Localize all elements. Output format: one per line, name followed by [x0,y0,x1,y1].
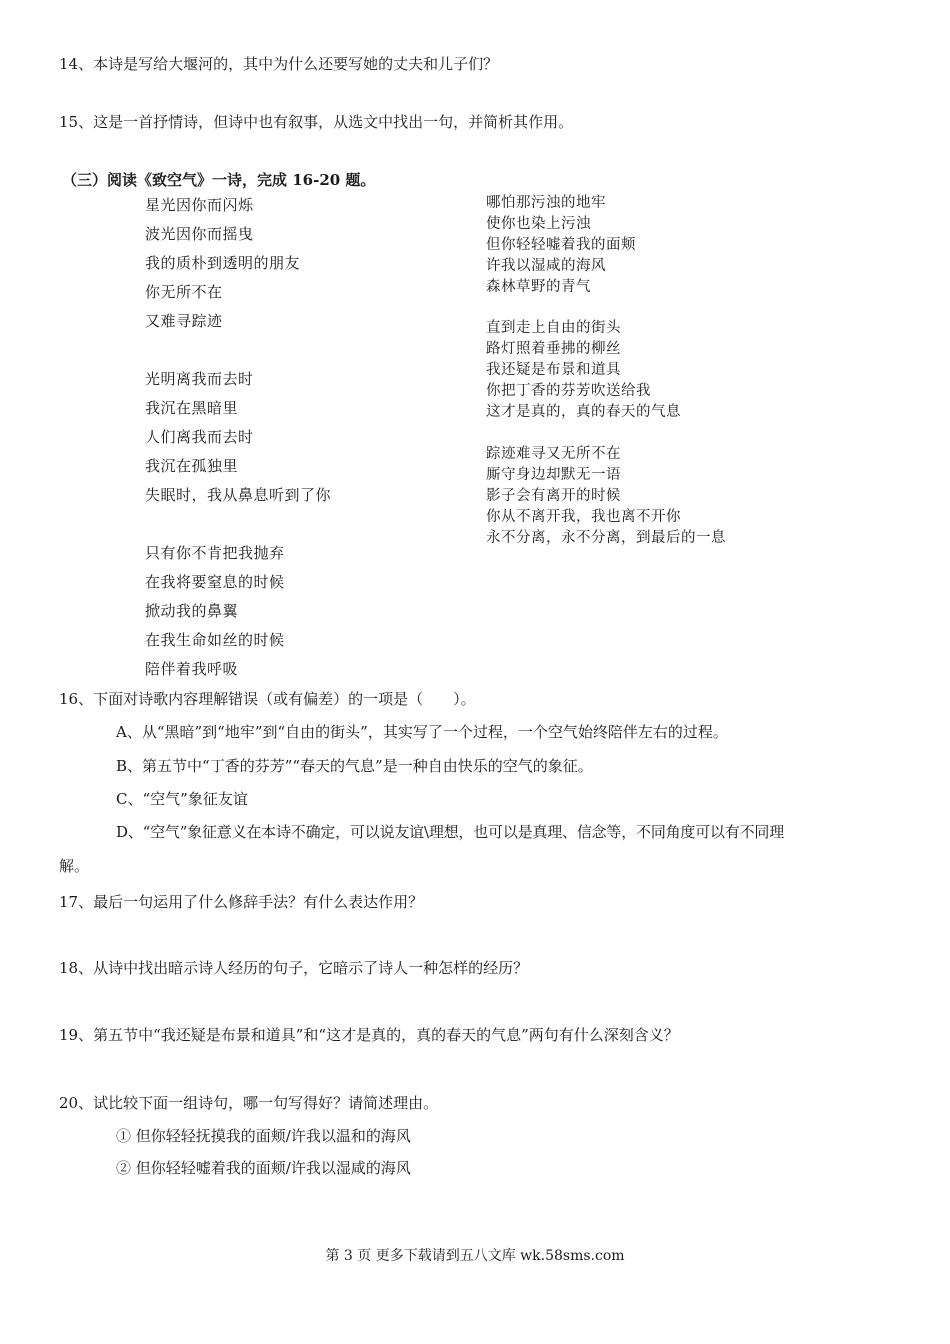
poem-left-line: 我沉在黑暗里 [145,399,239,417]
poem-left-line: 波光因你而摇曳 [145,225,254,243]
poem-right-line: 这才是真的，真的春天的气息 [486,404,681,420]
poem-right-line: 哪怕那污浊的地牢 [486,195,606,211]
question-18: 18、从诗中找出暗示诗人经历的句子，它暗示了诗人一种怎样的经历？ [59,959,529,977]
question-20-option-1: ① 但你轻轻抚摸我的面颊/许我以温和的海风 [116,1127,411,1145]
question-20-stem: 20、试比较下面一组诗句，哪一句写得好？请简述理由。 [59,1094,439,1112]
poem-right-line: 永不分离，永不分离，到最后的一息 [486,530,726,546]
poem-left-line: 光明离我而去时 [145,370,254,388]
poem-left-line: 在我将要窒息的时候 [145,573,285,591]
poem-left-line: 掀动我的鼻翼 [145,602,239,620]
question-16-option-b: B、第五节中“丁香的芬芳”“春天的气息”是一种自由快乐的空气的象征。 [116,757,593,775]
page-footer: 第 3 页 更多下载请到五八文库 wk.58sms.com [325,1248,625,1264]
poem-left-line: 在我生命如丝的时候 [145,631,285,649]
question-19: 19、第五节中“我还疑是布景和道具”和“这才是真的，真的春天的气息”两句有什么深刻含义？ [59,1026,679,1044]
poem-left-line: 只有你不肯把我抛弃 [145,544,285,562]
poem-right-line: 厮守身边却默无一语 [486,467,621,483]
poem-right-line: 直到走上自由的街头 [486,320,621,336]
question-20-option-2: ② 但你轻轻嘘着我的面颊/许我以湿咸的海风 [116,1159,411,1177]
question-14: 14、本诗是写给大堰河的，其中为什么还要写她的丈夫和儿子们？ [59,55,499,73]
poem-right-line: 但你轻轻嘘着我的面颊 [486,237,636,253]
poem-right-line: 踪迹难寻又无所不在 [486,446,621,462]
poem-left-line: 我沉在孤独里 [145,457,239,475]
poem-right-line: 你把丁香的芬芳吹送给我 [486,383,651,399]
poem-right-line: 你从不离开我，我也离不开你 [486,509,681,525]
poem-left-line: 陪伴着我呼吸 [145,660,239,678]
question-17: 17、最后一句运用了什么修辞手法？有什么表达作用？ [59,893,424,911]
poem-left-line: 又难寻踪迹 [145,312,223,330]
poem-right-line: 影子会有离开的时候 [486,488,621,504]
question-16-option-d-cont: 解。 [59,857,90,875]
poem-right-line: 路灯照着垂拂的柳丝 [486,341,621,357]
question-15: 15、这是一首抒情诗，但诗中也有叙事，从选文中找出一句，并简析其作用。 [59,113,574,131]
poem-right-line: 我还疑是布景和道具 [486,362,621,378]
question-16-option-c: C、“空气”象征友谊 [116,790,248,808]
poem-left-line: 我的质朴到透明的朋友 [145,254,301,272]
poem-right-line: 许我以湿咸的海风 [486,258,606,274]
question-16-stem: 16、下面对诗歌内容理解错误（或有偏差）的一项是（ ）。 [59,690,476,708]
poem-left-line: 星光因你而闪烁 [145,196,254,214]
poem-left-line: 失眠时，我从鼻息听到了你 [145,486,332,504]
question-16-option-a: A、从“黑暗”到“地牢”到“自由的街头”，其实写了一个过程，一个空气始终陪伴左右的过程。 [116,723,728,741]
poem-left-line: 人们离我而去时 [145,428,254,446]
poem-left-line: 你无所不在 [145,283,223,301]
question-16-option-d: D、“空气”象征意义在本诗不确定，可以说友谊\理想，也可以是真理、信念等，不同角度可以有不同理 [116,823,785,841]
section-title: （三）阅读《致空气》一诗，完成 16-20 题。 [62,171,376,189]
poem-right-line: 使你也染上污浊 [486,216,591,232]
poem-right-line: 森林草野的青气 [486,279,591,295]
